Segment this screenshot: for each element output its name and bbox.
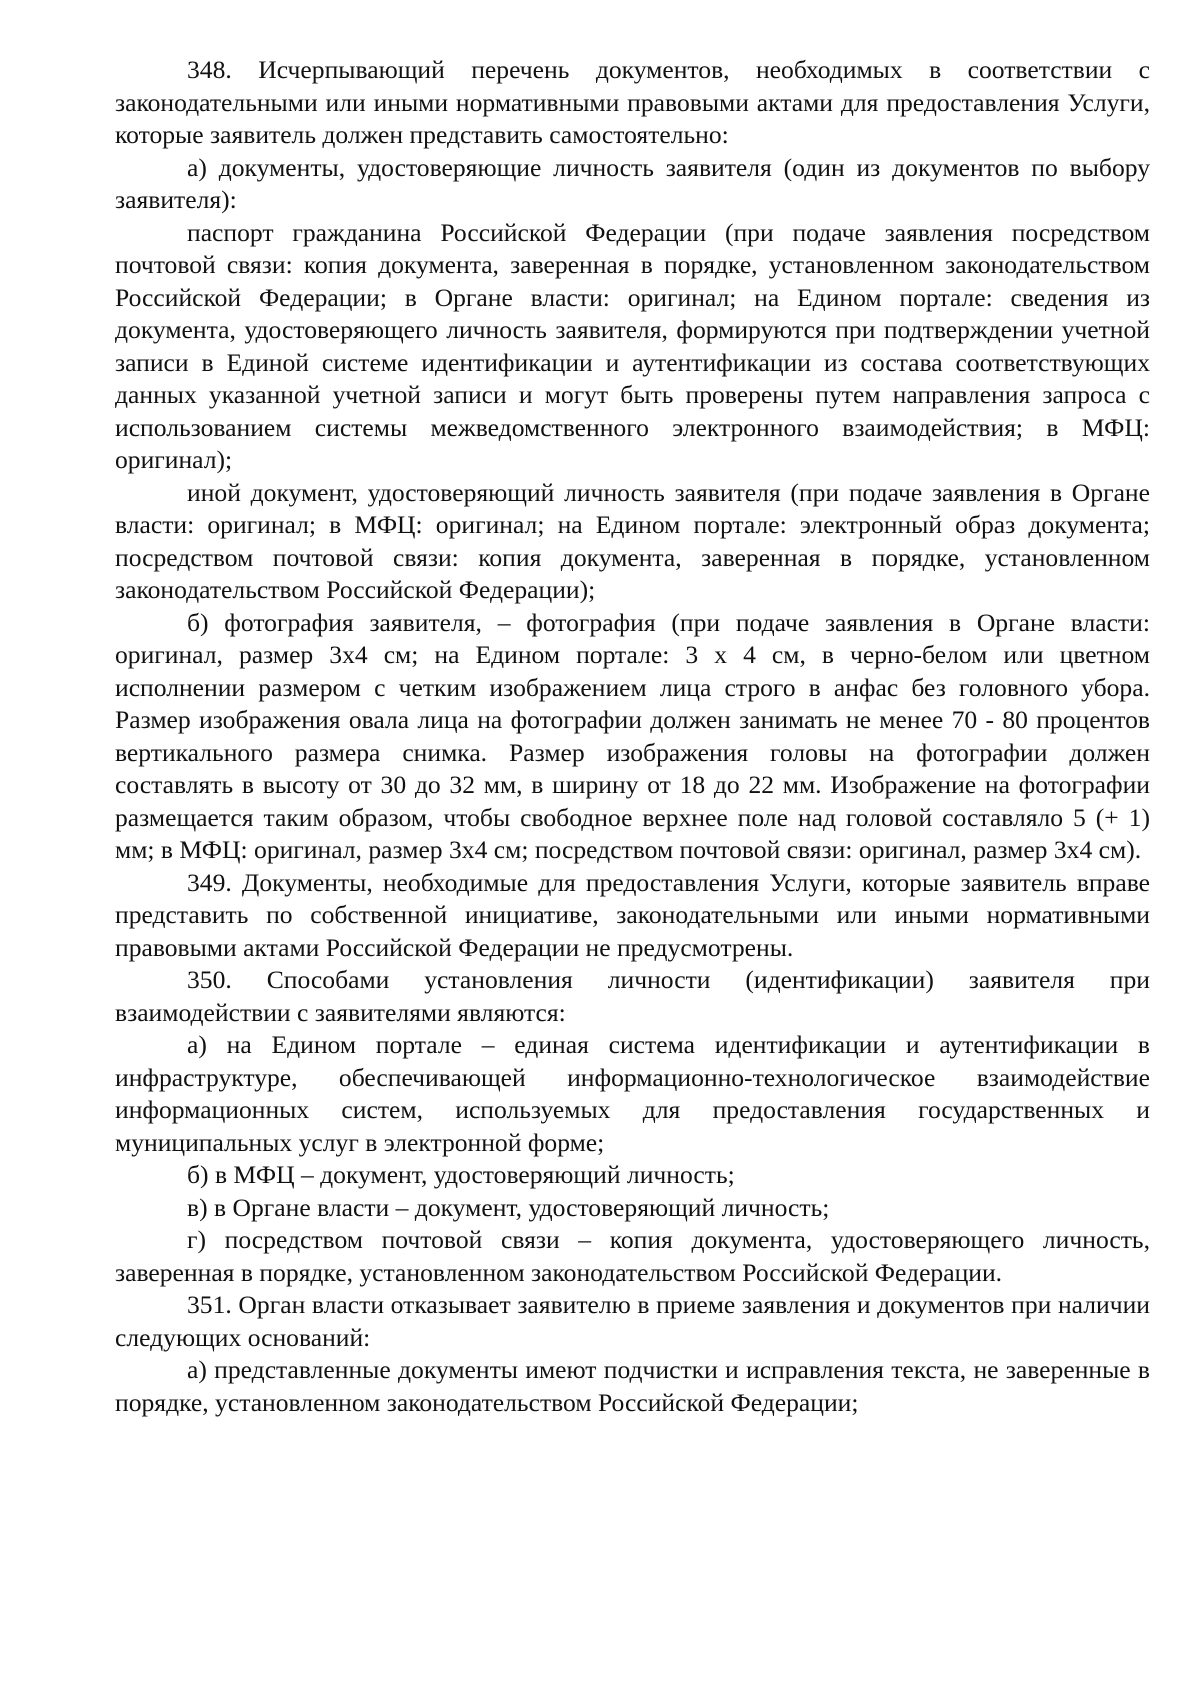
- paragraph-350-v: в) в Органе власти – документ, удостоверяющий личность;: [187, 1192, 830, 1222]
- paragraph-348-intro: 348. Исчерпывающий перечень документов, необходимых в соответствии с законодательными или иными нормативными правовыми актами для предоставления Услуги, которые заявитель должен представить самостоятельно:: [115, 55, 1150, 149]
- paragraph-348-a: а) документы, удостоверяющие личность заявителя (один из документов по выбору заявителя):: [115, 152, 1150, 214]
- paragraph-351-a: а) представленные документы имеют подчистки и исправления текста, не заверенные в порядке, установленном законодательством Российской Федерации;: [115, 1355, 1150, 1417]
- paragraph-other-id: иной документ, удостоверяющий личность заявителя (при подаче заявления в Органе власти: оригинал; в МФЦ: оригинал; на Едином портале: электронный образ документа; посредством почтовой связи: копия документа, заверенная в порядке, установленном законодательством Российской Федерации);: [115, 477, 1150, 604]
- paragraph-350-intro: 350. Способами установления личности (идентификации) заявителя при взаимодействии с заявителями являются:: [115, 965, 1150, 1027]
- document-body: [115, 54, 1150, 1419]
- paragraph-350-a: а) на Едином портале – единая система идентификации и аутентификации в инфраструктуре, обеспечивающей информационно-технологическое взаимодействие информационных систем, используемых для предоставления государственных и муниципальных услуг в электронной форме;: [115, 1030, 1150, 1157]
- paragraph-350-b: б) в МФЦ – документ, удостоверяющий личность;: [187, 1160, 735, 1189]
- paragraph-passport: паспорт гражданина Российской Федерации (при подаче заявления посредством почтовой связи: копия документа, заверенная в порядке, установленном законодательством Российской Федерации; в Органе власти: оригинал; на Едином портале: сведения из документа, удостоверяющего личность заявителя, формируются при подтверждении учетной записи в Единой системе идентификации и аутентификации из состава соответствующих данных указанной учетной записи и могут быть проверены путем направления запроса с использованием системы межведомственного электронного взаимодействия; в МФЦ: оригинал);: [115, 217, 1150, 474]
- paragraph-349: 349. Документы, необходимые для предоставления Услуги, которые заявитель вправе представить по собственной инициативе, законодательными или иными нормативными правовыми актами Российской Федерации не предусмотрены.: [115, 867, 1150, 962]
- paragraph-348-b-photo: б) фотография заявителя, – фотография (при подаче заявления в Органе власти: оригинал, размер 3x4 см; на Едином портале: 3 x 4 см, в черно-белом или цветном исполнении размером с четким изображением лица строго в анфас без головного убора. Размер изображения овала лица на фотографии должен занимать не менее 70 - 80 процентов вертикального размера снимка. Размер изображения головы на фотографии должен составлять в высоту от 30 до 32 мм, в ширину от 18 до 22 мм. Изображение на фотографии размещается таким образом, чтобы свободное верхнее поле над головой составляло 5 (+ 1) мм; в МФЦ: оригинал, размер 3x4 см; посредством почтовой связи: оригинал, размер 3x4 см).: [115, 607, 1150, 864]
- paragraph-350-g: г) посредством почтовой связи – копия документа, удостоверяющего личность, заверенная в порядке, установленном законодательством Российской Федерации.: [115, 1225, 1150, 1287]
- paragraph-351-intro: 351. Орган власти отказывает заявителю в приеме заявления и документов при наличии следующих оснований:: [115, 1290, 1150, 1352]
